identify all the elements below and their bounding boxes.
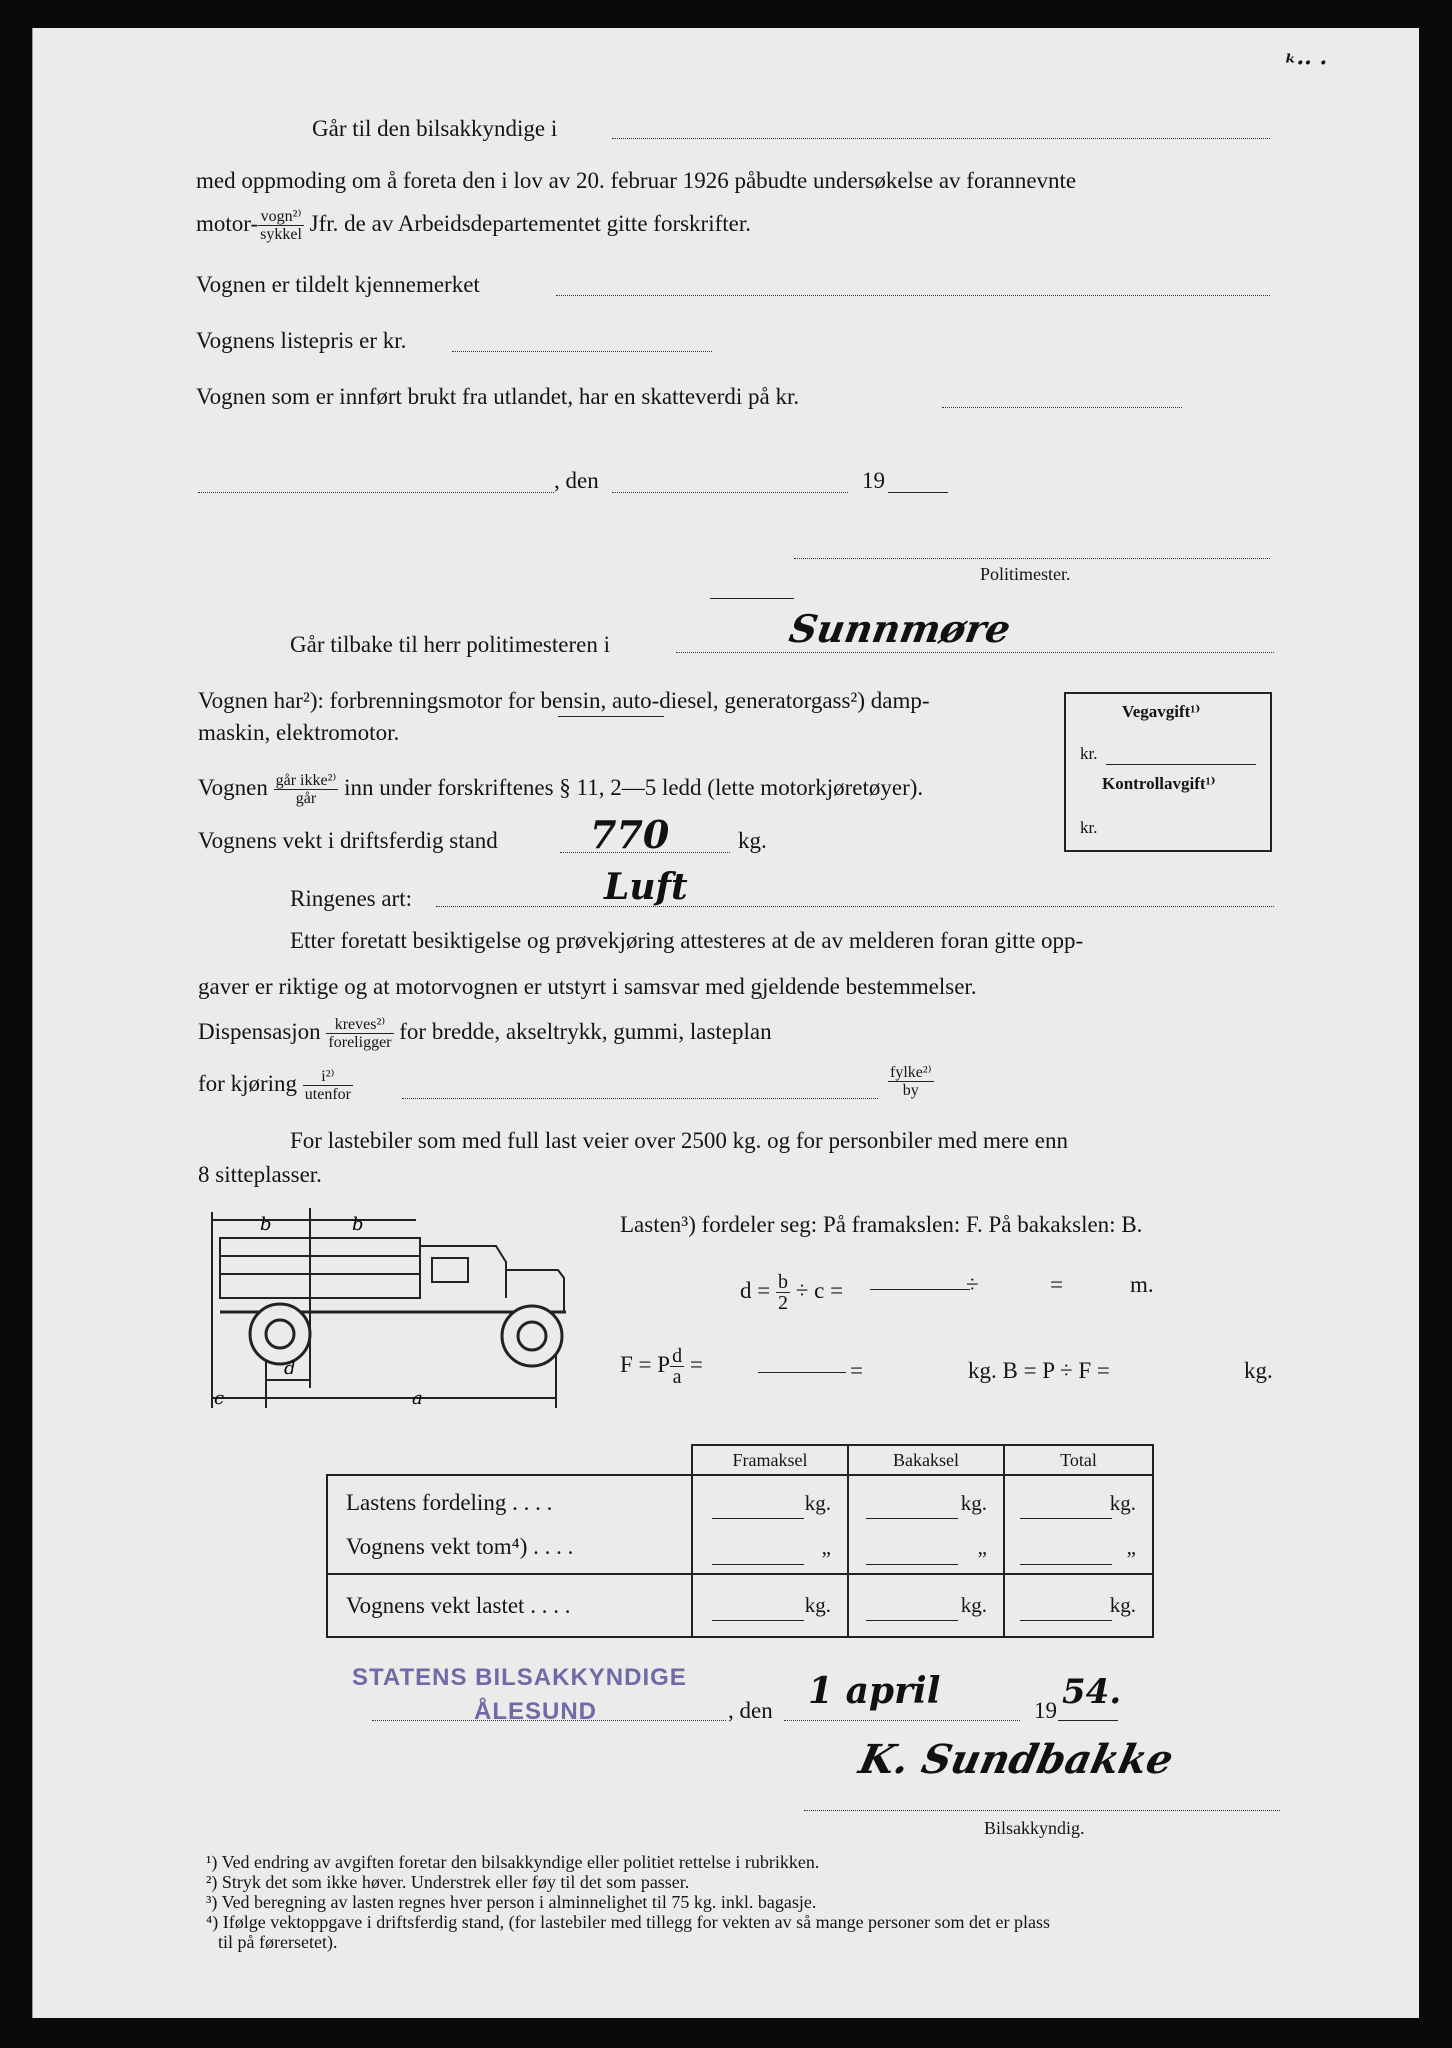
f-field-1[interactable] (758, 1372, 846, 1373)
cell-framaksel-lastet[interactable]: kg. (692, 1574, 848, 1637)
footnote-4: ⁴) Ifølge vektoppgave i driftsferdig stand, (for lastebiler med tillegg for vekten av så mange personer som det er plass (206, 1912, 1051, 1932)
label-c: c (214, 1388, 225, 1409)
i-utenfor-fraction (303, 1068, 353, 1103)
signoff-year-field[interactable] (1058, 1720, 1118, 1721)
minus-c: ÷ c = (795, 1277, 844, 1303)
cell-bakaksel-1[interactable]: kg. „ (848, 1475, 1004, 1574)
gaar-til-label: Går til den bilsakkyndige i (312, 116, 558, 141)
footnote-1: ¹) Ved endring av avgiften foretar den bilsakkyndige eller politiet rettelse i rubrikken. (206, 1852, 820, 1872)
for-kjoring-label: for kjøring (198, 1070, 298, 1096)
weight-table (326, 1444, 1154, 1638)
frac-2: 2 (777, 1292, 788, 1314)
table-header-total: Total (1004, 1445, 1153, 1475)
kjennemerket-field[interactable] (556, 295, 1270, 296)
dispensasjon-line (198, 1016, 772, 1051)
kg-end: kg. (1244, 1358, 1273, 1383)
forskrift-text: inn under forskriftenes § 11, 2—5 ledd (lette motorkjøretøyer). (344, 774, 924, 800)
f-eq-sign: = (689, 1351, 703, 1377)
gaar-fraction (274, 772, 339, 807)
corner-mark: ᵏ·· · (1285, 50, 1328, 76)
table-fill-line (866, 1518, 958, 1519)
frac-gaar: går (295, 790, 317, 807)
vegavgift-label: Vegavgift¹⁾ (1122, 702, 1201, 721)
label-b-2: b (352, 1214, 364, 1235)
d-eq: d = (740, 1277, 771, 1303)
vogn-sykkel-fraction (258, 208, 304, 243)
handwritten-date: 1 april (808, 1670, 941, 1712)
row-lastens-fordeling: Lastens fordeling . . . . (346, 1489, 553, 1515)
frac-i: i²⁾ (303, 1068, 353, 1086)
handwritten-place: Sunnmøre (786, 606, 1015, 651)
signoff-year-prefix: 19 (1034, 1698, 1057, 1723)
for-kjoring-line (198, 1068, 353, 1103)
lasten-fordeler-text: Lasten³) fordeler seg: På framakslen: F. På bakakslen: B. (620, 1212, 1143, 1237)
table-fill-line (712, 1518, 804, 1519)
place-field[interactable] (198, 492, 554, 493)
cell-bakaksel-lastet[interactable]: kg. (848, 1574, 1004, 1637)
row-vognens-vekt-lastet: Vognens vekt lastet . . . . (327, 1574, 692, 1637)
den-label: , den (554, 468, 599, 493)
fylke-by-fraction (888, 1064, 934, 1099)
kjoring-field[interactable] (402, 1098, 878, 1099)
f-eq: F = P (620, 1351, 671, 1377)
footnote-3: ³) Ved beregning av lasten regnes hver person i alminnelighet til 75 kg. inkl. bagasje. (206, 1892, 817, 1912)
d-field-1[interactable] (870, 1289, 970, 1290)
cell-total-1[interactable]: kg. „ (1004, 1475, 1153, 1574)
f-formula (620, 1346, 703, 1387)
frac-vogn: vogn²⁾ (258, 208, 304, 226)
table-header-bakaksel: Bakaksel (848, 1445, 1004, 1475)
signature-line (804, 1810, 1280, 1811)
cell-framaksel-1[interactable]: kg. „ (692, 1475, 848, 1574)
label-b-1: b (260, 1214, 272, 1235)
label-d: d (284, 1358, 296, 1379)
gaar-tilbake-label: Går tilbake til herr politimesteren i (290, 632, 610, 657)
table-header-framaksel: Framaksel (692, 1445, 848, 1475)
stamp-line-1: STATENS BILSAKKYNDIGE (352, 1664, 687, 1691)
handwritten-ringenes: Luft (604, 866, 688, 908)
frac-gaar-ikke: går ikke²⁾ (275, 772, 337, 789)
dispensasjon-label: Dispensasjon (198, 1018, 321, 1044)
table-row (327, 1574, 1153, 1637)
politimester-label: Politimester. (980, 564, 1071, 584)
handwritten-year: 54. (1062, 1672, 1122, 1712)
signoff-date-field[interactable] (784, 1720, 1020, 1721)
cell-total-lastet[interactable]: kg. (1004, 1574, 1153, 1637)
listepris-field[interactable] (452, 351, 712, 352)
signoff-den: , den (728, 1698, 773, 1723)
table-fill-line (866, 1620, 958, 1621)
year-field[interactable] (888, 492, 948, 493)
politimester-signature-line (794, 558, 1270, 559)
motor-type-text-2: maskin, elektromotor. (198, 720, 400, 745)
handwritten-vekt: 770 (590, 812, 670, 857)
motor-line (196, 208, 751, 243)
table-fill-line (712, 1620, 804, 1621)
ringenes-field[interactable] (436, 906, 1274, 907)
frac-foreligger: foreligger (328, 1034, 392, 1051)
bilsakkyndig-label: Bilsakkyndig. (984, 1818, 1085, 1838)
skatteverdi-label: Vognen som er innført brukt fra utlandet, har en skatteverdi på kr. (196, 384, 800, 409)
frac-a: a (672, 1366, 682, 1388)
handwritten-signature: K. Sundbakke (855, 1736, 1178, 1783)
table-corner (327, 1445, 692, 1475)
kontrollavgift-label: Kontrollavgift¹⁾ (1102, 774, 1216, 793)
d-eq-sign: = (1050, 1272, 1063, 1297)
d-formula (740, 1272, 843, 1313)
vekt-label: Vognens vekt i driftsferdig stand (198, 828, 498, 853)
vegavgift-field[interactable] (1106, 764, 1256, 765)
kontrollavgift-kr: kr. (1080, 818, 1098, 837)
frac-sykkel: sykkel (260, 226, 302, 243)
lastebiler-line-1: For lastebiler som med full last veier over 2500 kg. og for personbiler med mere enn (290, 1128, 1068, 1153)
frac-by: by (902, 1082, 919, 1099)
table-fill-line (712, 1564, 804, 1565)
date-field[interactable] (612, 492, 848, 493)
frac-fylke: fylke²⁾ (890, 1064, 932, 1081)
d-unit-m: m. (1130, 1272, 1154, 1297)
table-row (327, 1475, 1153, 1574)
kjennemerket-label: Vognen er tildelt kjennemerket (196, 272, 480, 297)
skatteverdi-field[interactable] (942, 407, 1182, 408)
fees-box (1064, 692, 1272, 852)
listepris-label: Vognens listepris er kr. (196, 328, 407, 353)
footnote-2: ²) Stryk det som ikke høver. Understrek eller føy til det som passer. (206, 1872, 690, 1892)
bensin-underline (558, 716, 664, 717)
footnote-4-cont: til på førersetet). (218, 1932, 338, 1952)
motor-type-text: Vognen har²): forbrenningsmotor for bensin, auto-diesel, generatorgass²) damp- (198, 688, 930, 713)
kreves-fraction (326, 1016, 393, 1051)
politimester-place-field[interactable] (676, 652, 1274, 653)
table-fill-line (1020, 1564, 1112, 1565)
attest-line-2: gaver er riktige og at motorvognen er utstyrt i samsvar med gjeldende bestemmelser. (198, 974, 977, 999)
b-over-2 (776, 1272, 790, 1313)
forskrift-line (198, 772, 923, 807)
label-a: a (412, 1388, 423, 1409)
attest-line-1: Etter foretatt besiktigelse og prøvekjøring attesteres at de av melderen foran gitte opp- (290, 928, 1084, 953)
frac-b: b (777, 1271, 788, 1293)
d-over-a (670, 1346, 684, 1387)
frac-utenfor: utenfor (304, 1086, 351, 1103)
row-vognens-vekt-tom: Vognens vekt tom⁴) . . . . (346, 1533, 574, 1559)
oppmoding-text: med oppmoding om å foreta den i lov av 20. februar 1926 påbudte undersøkelse av forannevnte (196, 168, 1077, 193)
table-fill-line (1020, 1620, 1112, 1621)
dispensasjon-rest: for bredde, akseltrykk, gummi, lasteplan (399, 1018, 772, 1044)
vegavgift-kr: kr. (1080, 744, 1098, 763)
vekt-kg: kg. (738, 828, 767, 853)
table-fill-line (866, 1564, 958, 1565)
year-19-label: 19 (862, 468, 885, 493)
truck-diagram (206, 1208, 586, 1428)
stamp-line-2: ÅLESUND (474, 1698, 598, 1725)
jfr-text: Jfr. de av Arbeidsdepartementet gitte forskrifter. (309, 210, 751, 236)
frac-kreves: kreves²⁾ (326, 1016, 393, 1034)
lastebiler-line-2: 8 sitteplasser. (198, 1162, 322, 1187)
table-fill-line (1020, 1518, 1112, 1519)
vognen-label: Vognen (198, 774, 268, 800)
place-signoff-field[interactable] (372, 1720, 726, 1721)
kg-b-formula: kg. B = P ÷ F = (968, 1358, 1110, 1383)
truck-cargo-bed (220, 1238, 420, 1298)
d-div-sign: ÷ (966, 1272, 979, 1297)
f-eq-sign-2: = (850, 1358, 863, 1383)
motor-prefix: motor- (196, 210, 259, 236)
separator-rule (710, 598, 794, 599)
gaar-til-field[interactable] (612, 138, 1270, 139)
ringenes-label: Ringenes art: (290, 886, 412, 911)
frac-d: d (672, 1345, 683, 1367)
